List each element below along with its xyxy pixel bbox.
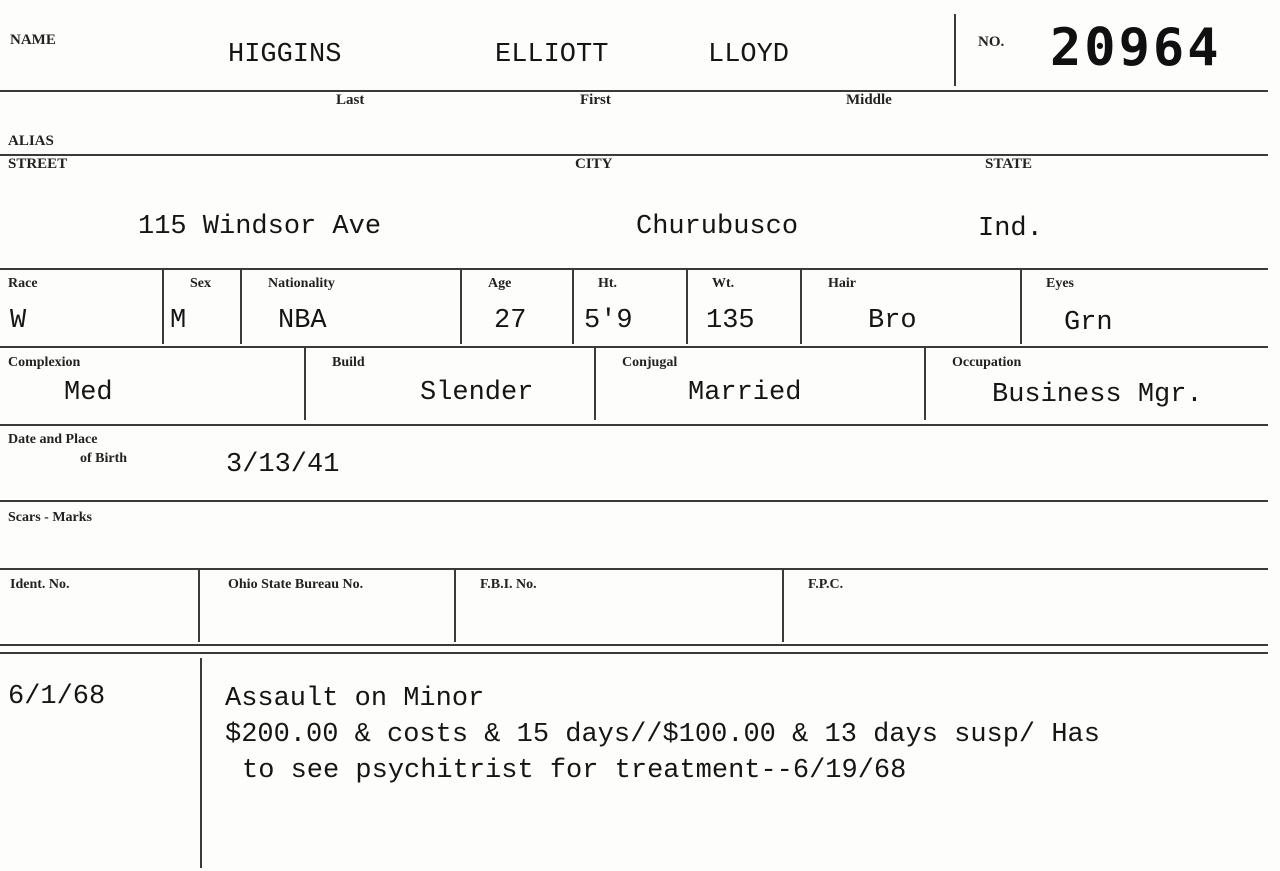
age-value: 27 [494,306,527,336]
complexion-value: Med [64,378,113,408]
age-label: Age [488,276,512,291]
divider [460,270,462,344]
build-label: Build [332,355,365,370]
middle-caption: Middle [846,92,892,108]
entry-note: to see psychitrist for treatment--6/19/68 [242,756,907,786]
divider [240,270,242,344]
divider [0,268,1268,270]
birth-label-line1: Date and Place [8,432,98,447]
hair-label: Hair [828,276,856,291]
record-number: 20964 [1050,18,1222,78]
conjugal-label: Conjugal [622,355,678,370]
height-label: Ht. [598,276,618,291]
scars-label: Scars - Marks [8,510,92,525]
divider [0,500,1268,502]
weight-value: 135 [706,306,755,336]
divider [304,348,306,420]
divider [572,270,574,344]
divider [198,570,200,642]
middle-name-value: LLOYD [708,40,790,70]
nationality-label: Nationality [268,276,335,291]
first-caption: First [580,92,611,108]
height-value: 5'9 [584,306,633,336]
race-label: Race [8,276,38,291]
divider [454,570,456,642]
conjugal-value: Married [688,378,802,408]
divider [0,568,1268,570]
divider [200,658,202,868]
city-label: CITY [575,156,613,172]
race-value: W [10,306,27,336]
last-caption: Last [336,92,365,108]
state-value: Ind. [978,214,1043,244]
sex-value: M [170,306,187,336]
number-label: NO. [978,34,1005,50]
hair-value: Bro [868,306,917,336]
name-label: NAME [10,32,56,48]
divider [0,652,1268,654]
nationality-value: NBA [278,306,327,336]
birth-date-value: 3/13/41 [226,450,340,480]
state-label: STATE [985,156,1032,172]
last-name-value: HIGGINS [228,40,342,70]
birth-label-line2: of Birth [80,451,128,466]
build-value: Slender [420,378,534,408]
divider [924,348,926,420]
city-value: Churubusco [636,212,799,242]
ident-number-label: Ident. No. [10,577,70,592]
street-value: 115 Windsor Ave [138,212,382,242]
first-name-value: ELLIOTT [495,40,609,70]
occupation-label: Occupation [952,355,1022,370]
divider [1020,270,1022,344]
entry-sentence: $200.00 & costs & 15 days//$100.00 & 13 days susp/ Has [225,720,1100,750]
eyes-label: Eyes [1046,276,1074,291]
eyes-value: Grn [1064,308,1113,338]
divider [0,644,1268,646]
divider [0,154,1268,156]
entry-date: 6/1/68 [8,682,106,712]
divider [162,270,164,344]
divider [686,270,688,344]
weight-label: Wt. [712,276,735,291]
street-label: STREET [8,156,68,172]
sex-label: Sex [190,276,211,291]
divider [954,14,956,86]
fpc-label: F.P.C. [808,577,844,592]
divider [594,348,596,420]
divider [0,346,1268,348]
divider [0,424,1268,426]
alias-label: ALIAS [8,133,54,149]
divider [0,90,1268,92]
fbi-number-label: F.B.I. No. [480,577,537,592]
divider [782,570,784,642]
entry-offense: Assault on Minor [225,684,485,714]
complexion-label: Complexion [8,355,81,370]
divider [800,270,802,344]
ohio-bureau-label: Ohio State Bureau No. [228,577,364,592]
occupation-value: Business Mgr. [992,380,1203,410]
